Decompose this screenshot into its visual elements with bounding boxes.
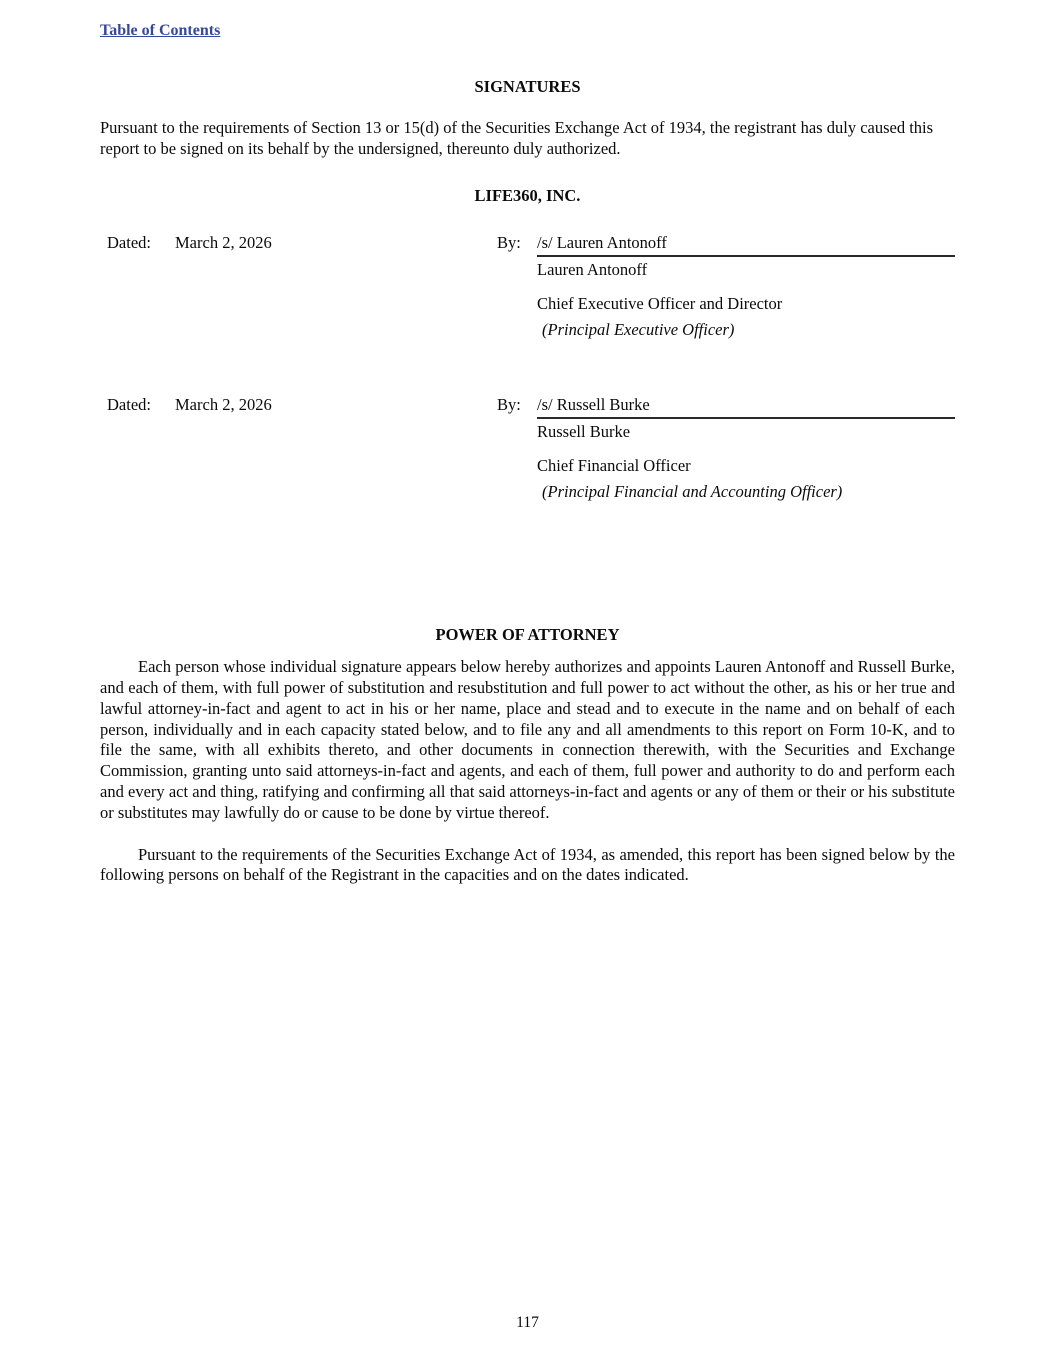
- by-label: By:: [497, 233, 521, 253]
- signatures-heading: SIGNATURES: [474, 77, 581, 97]
- signature-row: [100, 395, 955, 502]
- signatures-intro-paragraph: Pursuant to the requirements of Section 13 or 15(d) of the Securities Exchange Act of 1934, the registrant has duly caused this report to be signed on its behalf by the undersigned, thereunto duly authorized.: [100, 117, 934, 158]
- signature-block-cfo: [100, 395, 955, 502]
- power-of-attorney-paragraph-2: Pursuant to the requirements of the Securities Exchange Act of 1934, as amended, this report has been signed below by the following persons on behalf of the Registrant in the capacities and on the dates indicated.: [100, 844, 955, 885]
- signature-date: March 2, 2026: [175, 233, 272, 253]
- by-label: By:: [497, 395, 521, 415]
- table-of-contents-link[interactable]: Table of Contents: [100, 22, 221, 39]
- dated-label: Dated:: [107, 395, 151, 415]
- power-of-attorney-heading: POWER OF ATTORNEY: [435, 624, 620, 644]
- company-name: LIFE360, INC.: [474, 185, 581, 205]
- dated-label: Dated:: [107, 233, 151, 253]
- page-number: 117: [516, 1314, 539, 1332]
- signature-text: /s/ Russell Burke: [537, 395, 955, 419]
- signature-date: March 2, 2026: [175, 395, 272, 415]
- signer-capacity: (Principal Executive Officer): [542, 319, 735, 339]
- signer-title: Chief Financial Officer: [537, 455, 691, 475]
- signer-capacity: (Principal Financial and Accounting Officer): [542, 481, 843, 501]
- signer-title: Chief Executive Officer and Director: [537, 293, 783, 313]
- signature-row: [100, 233, 955, 340]
- signer-name: Lauren Antonoff: [537, 260, 648, 280]
- signature-column: [537, 395, 955, 502]
- power-of-attorney-paragraph-1: Each person whose individual signature appears below hereby authorizes and appoints Lauren Antonoff and Russell Burke, and each of them, with full power of substitution and resubstitution and full power to act without the other, as his or her true and lawful attorney-in-fact and agent to act in his or her name, place and stead and to execute in the name and on behalf of each person, individually and in each capacity stated below, and to file any and all amendments to this report on Form 10-K, and to file the same, with all exhibits thereto, and other documents in connection therewith, with the Securities and Exchange Commission, granting unto said attorneys-in-fact and agents, and each of them, full power and authority to do and perform each and every act and thing, ratifying and confirming all that said attorneys-in-fact and agents or any of them or their or his substitute or substitutes may lawfully do or cause to be done by virtue thereof.: [100, 657, 955, 822]
- signer-name: Russell Burke: [537, 422, 631, 442]
- signature-column: [537, 233, 955, 340]
- signature-block-ceo: [100, 233, 955, 340]
- signature-text: /s/ Lauren Antonoff: [537, 233, 955, 257]
